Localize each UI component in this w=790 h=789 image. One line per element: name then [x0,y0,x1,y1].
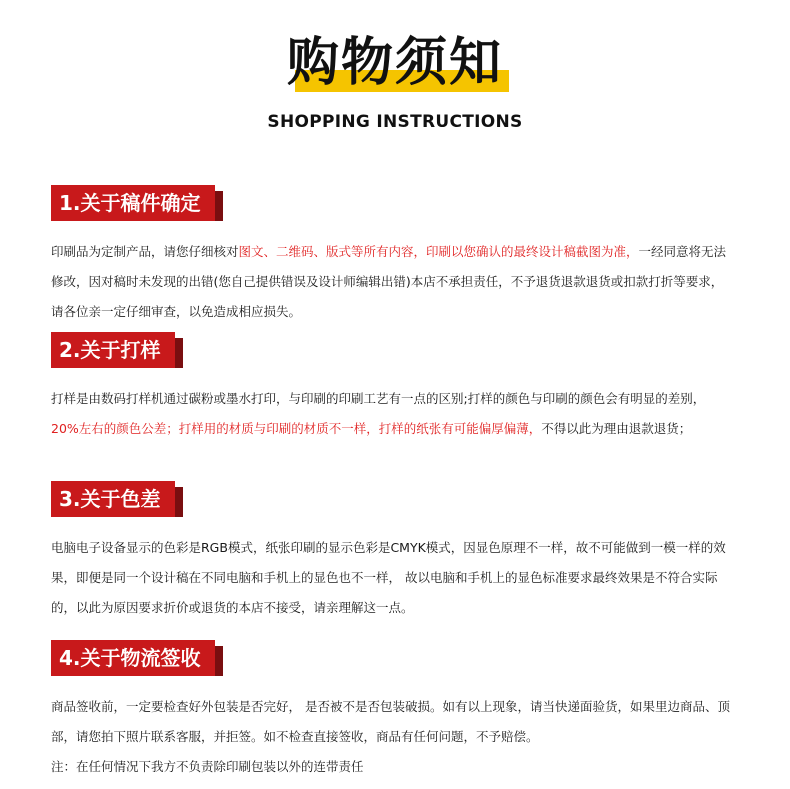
title-wrap [287,28,503,98]
section-body: 电脑电子设备显示的色彩是RGB模式，纸张印刷的显示色彩是CMYK模式，因显色原理不一样，故不可能做到一模一样的效果，即便是同一个设计稿在不同电脑和手机上的显色也不一样， 故以电脑和手机上的显色标准要求最终效果是不符合实际的，以此为原因要求折价或退货的本店不接受，请亲理解这一点。 [51,540,726,615]
highlight-text: 20%左右的颜色公差；打样用的材质与印刷的材质不一样，打样的纸张有可能偏厚偏薄， [51,421,542,436]
body-text: 不得以此为理由退款退货； [541,421,692,436]
body-text: 一经同意将无法修改，因对稿时未发现的出错(您自己提供错误及设计师编辑出错)本店不承担责任，不予退货退款退货或扣款打折等要求，请各位亲一定仔细审查，以免造成相应损失。 [51,244,727,319]
section-logistics [51,640,731,782]
body-text: 打样是由数码打样机通过碳粉或墨水打印，与印刷的印刷工艺有一点的区别;打样的颜色与印刷的颜色会有明显的差别， [51,391,706,406]
page-header [0,28,790,132]
section-proofing [51,332,731,444]
section-heading: 4.关于物流签收 [51,640,215,676]
body-text: 商品签收前，一定要检查好外包装是否完好， 是否被不是否包装破损。如有以上现象，请当快递面验货，如果里边商品、顶部，请您拍下照片联系客服，并拒签。如不检查直接签收，商品有任何问题，不予赔偿。 [51,699,730,744]
page-title: 购物须知 [286,33,503,93]
section-heading: 3.关于色差 [51,481,175,517]
body-text: 印刷品为定制产品，请您仔细核对 [51,244,239,259]
highlight-text: 图文、二维码、版式等所有内容，印刷以您确认的最终设计稿截图为准， [238,244,639,259]
section-manuscript [51,185,731,327]
section-body [51,384,731,444]
page-subtitle: SHOPPING INSTRUCTIONS [267,112,523,132]
section-body [51,237,731,327]
disclaimer-note: 注：在任何情况下我方不负责除印刷包装以外的连带责任 [51,759,364,774]
section-heading: 2.关于打样 [51,332,175,368]
section-body [51,692,731,782]
section-color-difference [51,481,731,623]
section-heading: 1.关于稿件确定 [51,185,215,221]
